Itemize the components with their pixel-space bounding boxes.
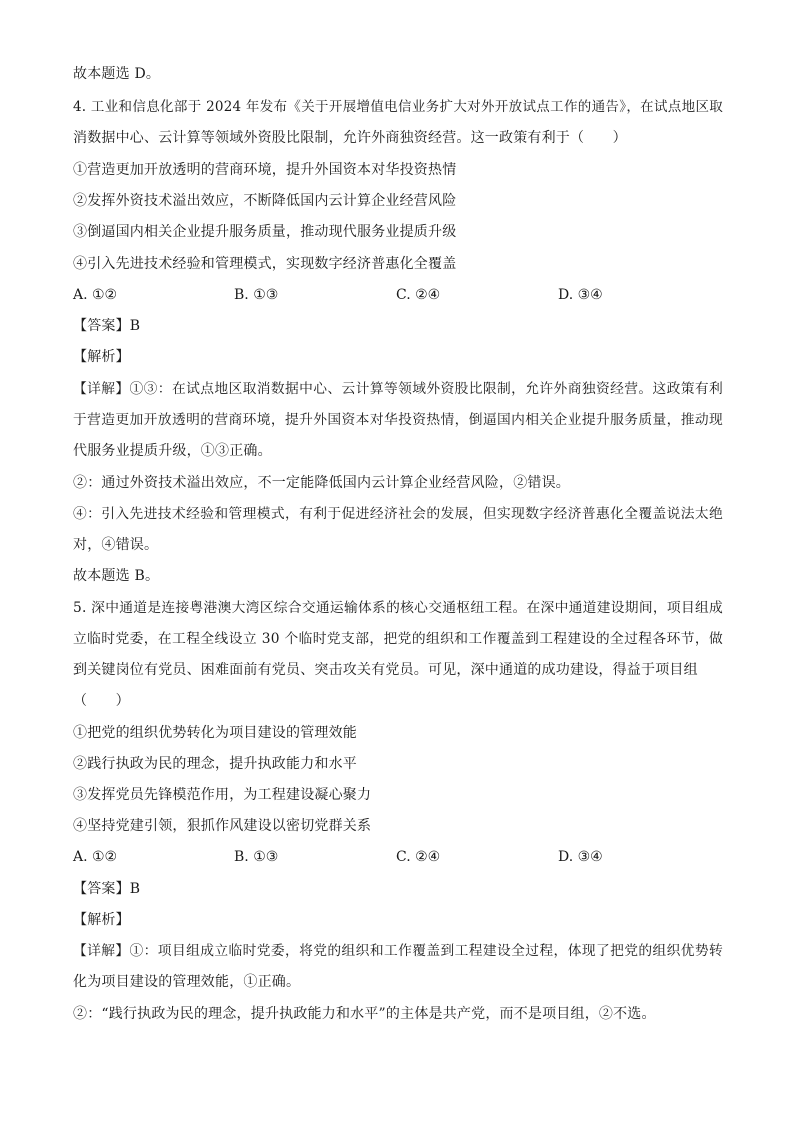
q5-answer: 【答案】B <box>73 881 141 897</box>
q5-stem-line-4: （ ） <box>73 693 130 709</box>
q3-conclusion: 故本题选 D。 <box>73 66 161 82</box>
q4-detail-line-1: 【详解】①③：在试点地区取消数据中心、云计算等领域外资股比限制，允许外商独资经营。这政策有利 <box>73 381 723 397</box>
q5-option-b: B. ①③ <box>234 849 279 865</box>
q5-statement-3: ③发挥党员先锋模范作用，为工程建设凝心聚力 <box>73 787 372 803</box>
q4-answer: 【答案】B <box>73 318 141 334</box>
q4-option-c: C. ②④ <box>396 287 441 303</box>
q5-statement-1: ①把党的组织优势转化为项目建设的管理效能 <box>73 725 357 741</box>
q4-statement-1: ①营造更加开放透明的营商环境，提升外国资本对华投资热情 <box>73 162 457 178</box>
q4-detail-line-4: ②：通过外资技术溢出效应，不一定能降低国内云计算企业经营风险，②错误。 <box>73 475 570 491</box>
q4-option-a: A. ①② <box>73 287 118 303</box>
q4-statement-2: ②发挥外资技术溢出效应，不断降低国内云计算企业经营风险 <box>73 193 457 209</box>
q4-detail-line-3: 代服务业提质升级，①③正确。 <box>73 443 272 459</box>
q4-detail-line-2: 于营造更加开放透明的营商环境，提升外国资本对华投资热情，倒逼国内相关企业提升服务质量，推动现 <box>73 412 723 428</box>
q5-option-c: C. ②④ <box>396 849 441 865</box>
q4-analysis-label: 【解析】 <box>73 349 130 365</box>
q4-statement-4: ④引入先进技术经验和管理模式，实现数字经济普惠化全覆盖 <box>73 256 457 272</box>
q4-option-d: D. ③④ <box>558 287 603 303</box>
q5-detail-line-3: ②：“践行执政为民的理念，提升执政能力和水平”的主体是共产党，而不是项目组，②不选。 <box>73 1006 656 1022</box>
q5-statement-2: ②践行执政为民的理念，提升执政能力和水平 <box>73 756 357 772</box>
q4-statement-3: ③倒逼国内相关企业提升服务质量，推动现代服务业提质升级 <box>73 224 457 240</box>
q5-stem-line-3: 到关键岗位有党员、困难面前有党员、突击攻关有党员。可见，深中通道的成功建设，得益于项目组 <box>73 662 698 678</box>
q4-options <box>0 285 794 305</box>
q4-detail-line-5: ④：引入先进技术经验和管理模式，有利于促进经济社会的发展，但实现数字经济普惠化全覆盖说法太绝 <box>73 506 723 522</box>
q5-detail-line-1: 【详解】①：项目组成立临时党委，将党的组织和工作覆盖到工程建设全过程，体现了把党的组织优势转 <box>73 943 723 959</box>
q5-stem-line-2: 立临时党委，在工程全线设立 30 个临时党支部，把党的组织和工作覆盖到工程建设的全过程各环节，做 <box>73 631 723 647</box>
q5-options <box>0 847 794 867</box>
q5-detail-line-2: 化为项目建设的管理效能，①正确。 <box>73 974 301 990</box>
q5-option-d: D. ③④ <box>558 849 603 865</box>
q5-analysis-label: 【解析】 <box>73 912 130 928</box>
q4-option-b: B. ①③ <box>234 287 279 303</box>
q4-conclusion: 故本题选 B。 <box>73 568 160 584</box>
q5-stem-line-1: 5. 深中通道是连接粤港澳大湾区综合交通运输体系的核心交通枢纽工程。在深中通道建设期间，项目组成 <box>73 600 723 616</box>
q4-stem-line-2: 消数据中心、云计算等领域外资股比限制，允许外商独资经营。这一政策有利于（ ） <box>73 130 627 146</box>
q5-statement-4: ④坚持党建引领，狠抓作风建设以密切党群关系 <box>73 818 372 834</box>
q4-detail-line-6: 对，④错误。 <box>73 537 159 553</box>
q5-option-a: A. ①② <box>73 849 118 865</box>
q4-stem-line-1: 4. 工业和信息化部于 2024 年发布《关于开展增值电信业务扩大对外开放试点工作的通告》，在试点地区取 <box>73 99 723 115</box>
